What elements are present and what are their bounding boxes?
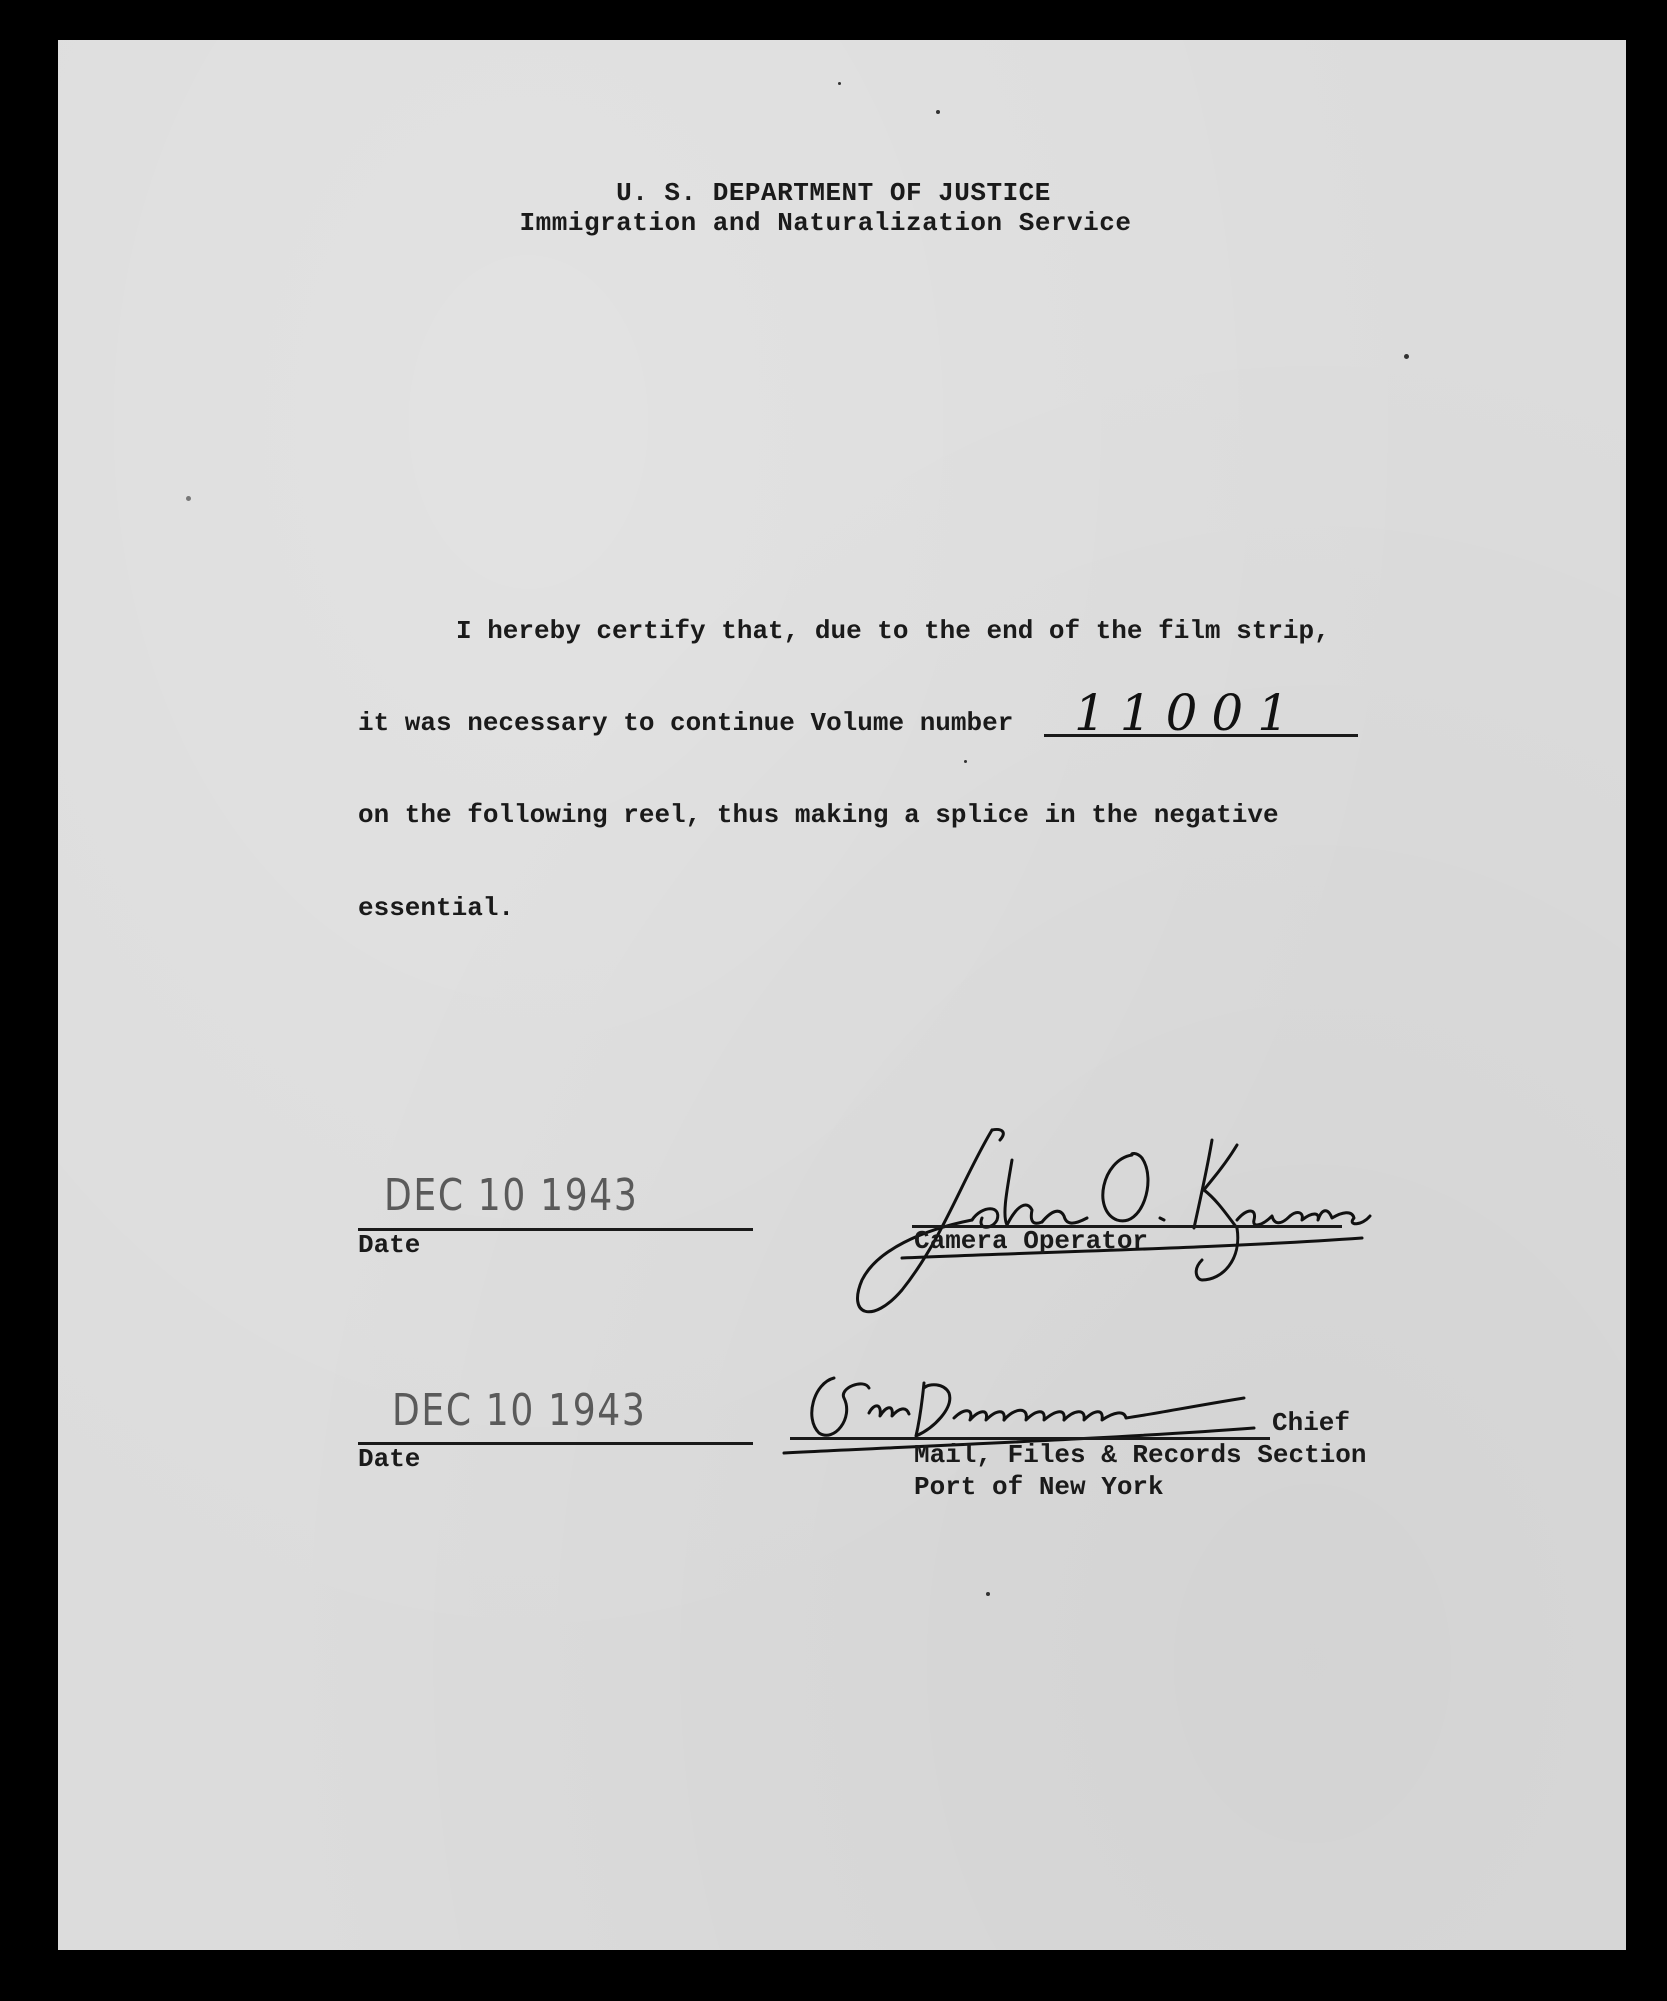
dust-speck xyxy=(986,1592,990,1596)
agency-heading: U. S. DEPARTMENT OF JUSTICE xyxy=(616,178,1051,208)
section-title: Mail, Files & Records Section xyxy=(914,1440,1367,1470)
certification-line-4: essential. xyxy=(358,893,515,923)
document-page xyxy=(58,40,1626,1950)
dust-speck xyxy=(964,760,967,763)
volume-number-field xyxy=(1044,684,1358,742)
operator-signature xyxy=(842,1120,1382,1320)
certification-line-3: on the following reel, thus making a splice in the negative xyxy=(358,800,1279,830)
date-stamp-operator: DEC 10 1943 xyxy=(384,1170,639,1221)
dust-speck xyxy=(186,496,191,501)
dust-speck xyxy=(1404,354,1409,359)
volume-number-value: 11001 xyxy=(1074,684,1304,742)
dust-speck xyxy=(838,82,841,85)
chief-title: Chief xyxy=(1272,1408,1351,1438)
service-heading: Immigration and Naturalization Service xyxy=(519,208,1132,238)
date-label-operator: Date xyxy=(358,1230,421,1260)
date-stamp-chief: DEC 10 1943 xyxy=(392,1385,647,1436)
port-title: Port of New York xyxy=(914,1472,1164,1502)
certification-line-1: I hereby certify that, due to the end of the film strip, xyxy=(456,616,1330,646)
certification-line-2: it was necessary to continue Volume number xyxy=(358,708,1014,738)
date-label-chief: Date xyxy=(358,1444,421,1474)
dust-speck xyxy=(936,110,940,114)
camera-operator-title: Camera Operator xyxy=(914,1226,1149,1256)
